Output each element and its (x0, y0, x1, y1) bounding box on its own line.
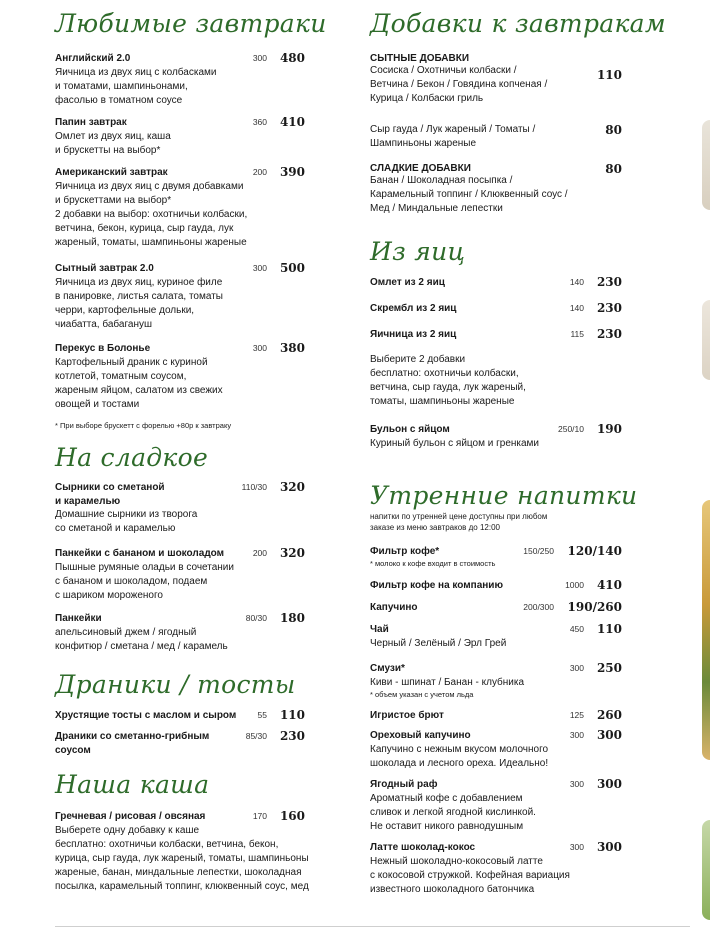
drinks-intro: напитки по утренней цене доступны при любом заказе из меню завтраков до 12:00 (370, 512, 548, 532)
section-title-eggs: Из яиц (370, 237, 466, 266)
item-name: Ореховый капучино (370, 730, 471, 741)
item-price: 380 (279, 341, 305, 355)
item-name: Чай (370, 624, 389, 635)
section-title-favorite-breakfasts: Любимые завтраки (55, 9, 327, 38)
menu-item (370, 276, 622, 290)
item-name: Скрембл из 2 яиц (370, 303, 457, 314)
menu-item (55, 262, 305, 332)
item-weight: 300 (569, 663, 584, 673)
item-price: 230 (596, 275, 622, 289)
section-title-pancakes-toasts: Драники / тосты (55, 670, 296, 699)
section-title-desserts: На сладкое (55, 443, 209, 472)
item-name: Смузи* (370, 663, 405, 674)
item-price: 180 (279, 611, 305, 625)
item-name: Омлет из 2 яиц (370, 277, 445, 288)
item-price: 410 (279, 115, 305, 129)
item-price: 190/260 (567, 600, 622, 614)
item-name: Перекус в Болонье (55, 343, 151, 354)
item-weight: 300 (252, 263, 267, 273)
item-name: Сырники со сметаной и карамелью (55, 482, 165, 507)
item-weight: 300 (569, 730, 584, 740)
item-description: Яичница из двух яиц, куриное филе в панировке, листья салата, томаты черри, картофельные дольки, чиабатта, бабагануш (55, 276, 223, 330)
item-weight: 200 (252, 167, 267, 177)
item-name: Латте шоколад-кокос (370, 842, 476, 853)
item-price: 480 (279, 51, 305, 65)
menu-item (55, 730, 305, 757)
item-name: Капучино (370, 602, 418, 613)
addon-group-title: СЛАДКИЕ ДОБАВКИ (370, 163, 471, 174)
food-photo-edge (702, 500, 710, 760)
item-price: 110 (596, 622, 622, 636)
item-weight: 55 (257, 710, 267, 720)
menu-item (55, 116, 305, 158)
drink-item (370, 709, 622, 723)
item-description: Куриный бульон с яйцом и гренками (370, 437, 540, 449)
item-note: * молоко к кофе входит в стоимость (370, 558, 496, 568)
item-price: 300 (596, 728, 622, 742)
item-weight: 110/30 (241, 482, 267, 492)
item-price: 390 (279, 165, 305, 179)
addon-group-price: 110 (596, 68, 622, 82)
menu-item (55, 709, 305, 723)
item-price: 410 (596, 578, 622, 592)
item-name: Яичница из 2 яиц (370, 329, 457, 340)
item-note: * объем указан с учетом льда (370, 689, 474, 699)
item-weight: 300 (252, 343, 267, 353)
item-name: Папин завтрак (55, 117, 127, 128)
item-name: Игристое брют (370, 710, 444, 721)
item-weight: 80/30 (245, 613, 267, 623)
item-name: Хрустящие тосты с маслом и сыром (55, 710, 237, 721)
menu-item (55, 52, 305, 108)
addon-group-cheese (370, 123, 622, 151)
item-weight: 115 (570, 329, 584, 339)
item-description: Пышные румяные оладьи в сочетании с бананом и шоколадом, подаем с шариком мороженого (55, 561, 234, 601)
item-weight: 85/30 (245, 731, 267, 741)
item-weight: 360 (252, 117, 267, 127)
eggs-addons-text: Выберите 2 добавки бесплатно: охотничьи колбаски, ветчина, сыр гауда, лук жареный, томаты, шампиньоны жареные (370, 354, 526, 407)
addon-group-hearty (370, 53, 622, 106)
menu-item (370, 328, 622, 342)
item-price: 120/140 (567, 544, 622, 558)
item-description: Нежный шоколадно-кокосовый латте с кокосовой стружкой. Кофейная вариация известного шоколадного батончика (370, 855, 570, 895)
item-weight: 450 (569, 624, 584, 634)
item-price: 250 (596, 661, 622, 675)
item-description: Черный / Зелёный / Эрл Грей (370, 637, 507, 649)
item-weight: 150/250 (523, 546, 554, 556)
item-description: Киви - шпинат / Банан - клубника (370, 676, 525, 688)
addon-group-text: Сыр гауда / Лук жареный / Томаты / Шампиньоны жареные (370, 124, 536, 149)
footnote-bruschetta: * При выборе брускетт с форелью +80р к завтраку (55, 421, 232, 430)
item-price: 320 (279, 546, 305, 560)
item-weight: 300 (569, 842, 584, 852)
item-weight: 140 (569, 303, 584, 313)
item-weight: 300 (569, 779, 584, 789)
item-price: 320 (279, 480, 305, 494)
menu-item (370, 302, 622, 316)
item-name: Панкейки (55, 613, 102, 624)
item-price: 300 (596, 840, 622, 854)
item-price: 500 (279, 261, 305, 275)
item-weight: 200 (252, 548, 267, 558)
menu-item (55, 342, 305, 412)
item-weight: 170 (252, 811, 267, 821)
addon-group-sweet (370, 163, 622, 216)
addon-group-price: 80 (605, 162, 622, 176)
drink-item (370, 662, 622, 700)
item-weight: 200/300 (523, 602, 554, 612)
item-price: 260 (596, 708, 622, 722)
item-description: Выберете одну добавку к каше бесплатно: охотничьи колбаски, ветчина, бекон, курица, сыр гауда, лук жареный, томаты, шампиньоны жареные, банан, миндальные лепестки, шоколадная посылка, карамельный топпинг, клюквенный соус, мед (55, 824, 309, 892)
item-weight: 250/10 (558, 424, 584, 434)
item-description: Капучино с нежным вкусом молочного шоколада и лесного ореха. Идеально! (370, 743, 549, 769)
menu-item (370, 423, 622, 451)
addon-group-title: СЫТНЫЕ ДОБАВКИ (370, 53, 470, 64)
addon-group-price: 80 (605, 123, 622, 137)
item-description: Яичница из двух яиц с колбасками и томатами, шампиньонами, фасолью в томатном соусе (55, 66, 217, 106)
food-photo-edge (702, 820, 710, 920)
food-photo-edge (702, 300, 710, 380)
item-name: Сытный завтрак 2.0 (55, 263, 154, 274)
drink-item (370, 601, 622, 615)
section-title-breakfast-addons: Добавки к завтракам (370, 9, 666, 38)
item-name: Панкейки с бананом и шоколадом (55, 548, 225, 559)
addon-group-text: Сосиска / Охотничьи колбаски / Ветчина / Бекон / Говядина копченая / Курица / Колбаски гриль (370, 65, 548, 104)
item-name: Фильтр кофе на компанию (370, 580, 503, 591)
item-name: Американский завтрак (55, 167, 168, 178)
bottom-rule (55, 926, 690, 927)
item-name: Гречневая / рисовая / овсяная (55, 811, 206, 822)
menu-item (55, 810, 325, 894)
menu-item (55, 547, 305, 603)
item-name: Бульон с яйцом (370, 424, 450, 435)
item-weight: 140 (569, 277, 584, 287)
item-description: апельсиновый джем / ягодный конфитюр / сметана / мед / карамель (55, 626, 228, 652)
item-name: Английский 2.0 (55, 53, 131, 64)
drink-item (370, 841, 622, 897)
item-price: 160 (279, 809, 305, 823)
item-name: Фильтр кофе* (370, 546, 440, 557)
drink-item (370, 729, 622, 771)
addon-group-text: Банан / Шоколадная посыпка / Карамельный топпинг / Клюквенный соус / Мед / Миндальные лепестки (370, 175, 568, 214)
item-description: Ароматный кофе с добавлением сливок и легкой ягодной кислинкой. Не оставит никого равнодушным (370, 792, 536, 832)
menu-item (55, 166, 305, 250)
item-weight: 125 (569, 710, 584, 720)
menu-item (55, 481, 305, 536)
item-price: 230 (279, 729, 305, 743)
item-price: 110 (279, 708, 305, 722)
drink-item (370, 778, 622, 834)
food-photo-edge (702, 120, 710, 210)
menu-item (55, 612, 305, 654)
item-description: Домашние сырники из творога со сметаной и карамелью (55, 509, 198, 534)
item-name: Ягодный раф (370, 779, 438, 790)
item-name: Драники со сметанно-грибным соусом (55, 731, 210, 756)
drink-item (370, 623, 622, 651)
section-title-porridge: Наша каша (55, 770, 210, 799)
section-title-morning-drinks: Утренние напитки (370, 481, 638, 510)
item-price: 300 (596, 777, 622, 791)
drink-item (370, 545, 622, 569)
item-description: Яичница из двух яиц с двумя добавками и брускеттами на выбор* 2 добавки на выбор: охотничьи колбаски, ветчина, бекон, курица, сыр гауда, лук жареный, томаты, шампиньоны жареные (55, 180, 248, 248)
item-description: Картофельный драник с куриной котлетой, томатным соусом, жареным яйцом, салатом из свежих овощей и тостами (55, 356, 223, 410)
item-weight: 1000 (565, 580, 584, 590)
item-price: 190 (596, 422, 622, 436)
item-description: Омлет из двух яиц, каша и брускетты на выбор* (55, 130, 171, 156)
item-weight: 300 (252, 53, 267, 63)
drink-item (370, 579, 622, 593)
item-price: 230 (596, 301, 622, 315)
item-price: 230 (596, 327, 622, 341)
